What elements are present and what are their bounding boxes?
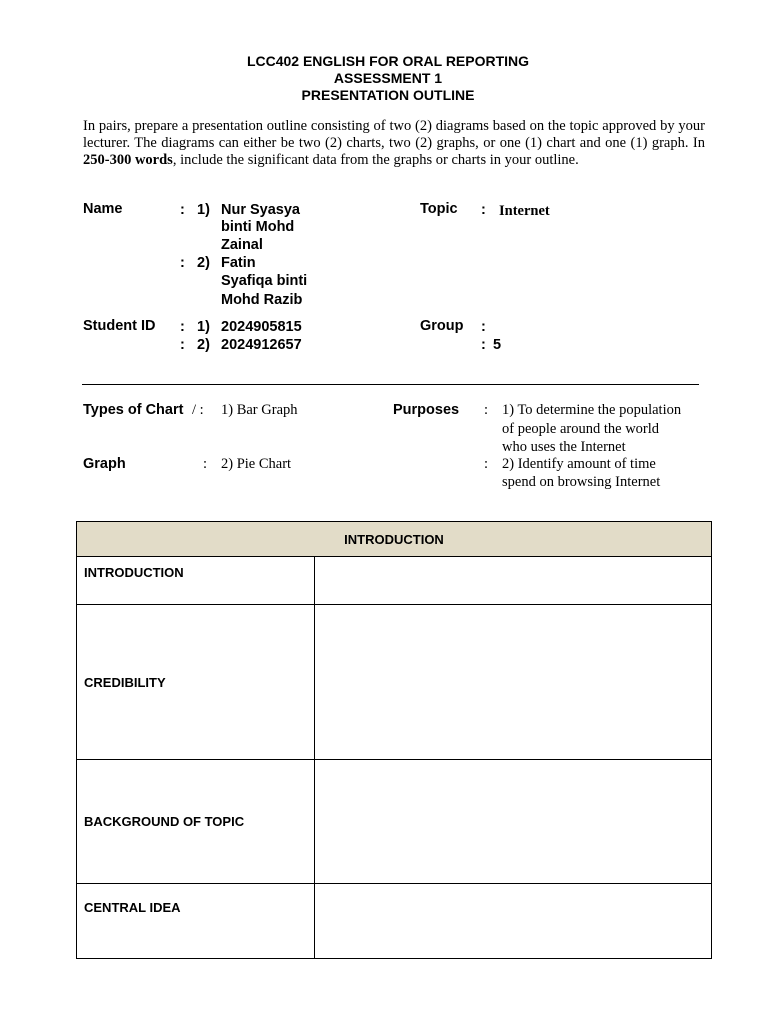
- name1-number: 1): [197, 202, 210, 218]
- instructions-text-1: In pairs, prepare a presentation outline consisting of two (2) diagrams based on the topic approved by your lecturer. The diagrams can either be two (2) charts, two (2) graphs, or one (1) chart and one (1) graph. In: [83, 118, 705, 151]
- name2-line1: Fatin: [221, 255, 256, 271]
- id1-colon: :: [180, 319, 185, 335]
- purpose-1-line2: of people around the world: [502, 421, 660, 437]
- purposes-label: Purposes: [393, 402, 460, 418]
- name1-line3: Zainal: [221, 237, 263, 253]
- table-row: [77, 557, 712, 605]
- doc-title-line3: PRESENTATION OUTLINE: [301, 87, 475, 103]
- name2-line2: Syafiqa binti: [221, 273, 308, 289]
- group-colon-2: :: [481, 337, 486, 353]
- row-content-central-idea[interactable]: [315, 884, 712, 959]
- student-id-2: 2024912657: [221, 337, 302, 353]
- name1-line2: binti Mohd: [221, 219, 295, 235]
- id1-number: 1): [197, 319, 210, 335]
- row-content-introduction[interactable]: [315, 557, 712, 605]
- topic-label: Topic: [420, 201, 458, 217]
- name1-line1: Nur Syasya: [221, 202, 300, 218]
- graph-label: Graph: [83, 456, 126, 472]
- introduction-table: [76, 521, 712, 959]
- row-label-background: BACKGROUND OF TOPIC: [77, 760, 315, 884]
- group-value: 5: [493, 337, 502, 353]
- topic-colon: :: [481, 202, 486, 218]
- purposes-colon-1: :: [484, 402, 489, 418]
- graph-colon: :: [203, 456, 208, 472]
- instructions-text-2: , include the significant data from the graphs or charts in your outline.: [172, 152, 579, 168]
- purpose-2-line2: spend on browsing Internet: [502, 474, 661, 490]
- row-label-credibility: CREDIBILITY: [77, 605, 315, 760]
- name2-line3: Mohd Razib: [221, 292, 303, 308]
- table-row: [77, 884, 712, 959]
- row-content-credibility[interactable]: [315, 605, 712, 760]
- diagram-type-1: 1) Bar Graph: [221, 402, 298, 418]
- table-row: [77, 760, 712, 884]
- section-divider: [82, 384, 699, 385]
- name2-colon: :: [180, 255, 185, 271]
- topic-value: Internet: [499, 203, 550, 219]
- doc-title-line1: LCC402 ENGLISH FOR ORAL REPORTING: [246, 53, 530, 69]
- name1-colon: :: [180, 202, 185, 218]
- types-of-chart-label: Types of Chart: [83, 402, 184, 418]
- purposes-colon-2: :: [484, 456, 489, 472]
- purpose-2-line1: 2) Identify amount of time: [502, 456, 656, 472]
- instructions-word-count: 250-300 words: [83, 152, 173, 168]
- row-content-background[interactable]: [315, 760, 712, 884]
- student-id-1: 2024905815: [221, 319, 302, 335]
- row-label-introduction: INTRODUCTION: [77, 557, 315, 605]
- table-row: [77, 605, 712, 760]
- name2-number: 2): [197, 255, 210, 271]
- id2-colon: :: [180, 337, 185, 353]
- purpose-1-line3: who uses the Internet: [502, 439, 626, 455]
- diagram-type-2: 2) Pie Chart: [221, 456, 292, 472]
- doc-title-line2: ASSESSMENT 1: [333, 70, 443, 86]
- name-label: Name: [83, 201, 123, 217]
- instructions-paragraph: [83, 118, 705, 169]
- row-label-central-idea: CENTRAL IDEA: [77, 884, 315, 959]
- purpose-1-line1: 1) To determine the population: [502, 402, 682, 418]
- student-id-label: Student ID: [83, 318, 156, 334]
- group-label: Group: [420, 318, 464, 334]
- id2-number: 2): [197, 337, 210, 353]
- table-header: INTRODUCTION: [77, 522, 712, 557]
- group-colon-1: :: [481, 319, 486, 335]
- types-slash-colon: / :: [192, 402, 204, 418]
